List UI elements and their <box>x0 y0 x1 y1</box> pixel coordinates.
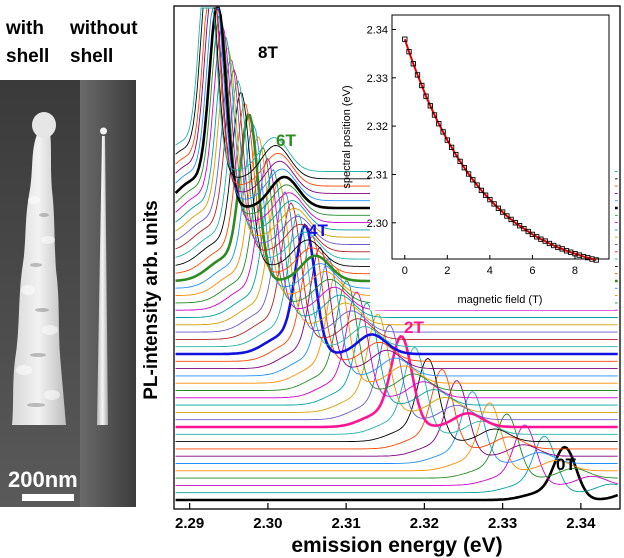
x-tick-label: 2.32 <box>409 515 439 532</box>
scale-bar <box>22 494 74 501</box>
inset-y-tick-label: 2.31 <box>366 169 388 182</box>
main-x-axis <box>175 503 596 532</box>
label-shell-1: shell <box>6 46 50 67</box>
field-label-6T: 6T <box>276 131 296 150</box>
x-tick-label: 2.34 <box>566 515 596 532</box>
label-without: without <box>70 18 138 39</box>
inset-y-tick-label: 2.33 <box>366 72 388 85</box>
field-label-0T: 0T <box>556 455 576 474</box>
x-tick-label: 2.33 <box>488 515 518 532</box>
inset-x-tick-label: 4 <box>486 265 493 277</box>
inset-x-tick-label: 2 <box>444 265 451 277</box>
x-tick-label: 2.31 <box>331 515 361 532</box>
label-shell-2: shell <box>70 46 114 67</box>
spectrum-trace <box>176 381 618 457</box>
inset-y-tick-label: 2.32 <box>366 121 388 134</box>
inset-x-tick-label: 0 <box>401 265 408 277</box>
x-tick-label: 2.30 <box>253 515 283 532</box>
field-label-8T: 8T <box>258 43 278 62</box>
spectrum-trace <box>176 403 618 471</box>
x-tick-label: 2.29 <box>175 515 205 532</box>
scale-bar-label: 200nm <box>8 467 78 492</box>
sem-image-without-shell <box>80 80 136 507</box>
inset-x-tick-label: 8 <box>571 265 579 277</box>
spectrum-trace <box>176 370 618 449</box>
inset-x-axis-title: magnetic field (T) <box>457 294 543 306</box>
inset-y-tick-label: 2.30 <box>366 217 388 230</box>
inset-x-tick-label: 6 <box>529 265 536 277</box>
inset-y-tick-label: 2.34 <box>366 24 388 37</box>
inset-y-axis-title: spectral position (eV) <box>341 85 353 189</box>
sem-panel <box>0 18 138 507</box>
spectrum-trace <box>176 358 618 441</box>
field-label-2T: 2T <box>404 318 424 337</box>
x-axis-title: emission energy (eV) <box>291 534 503 557</box>
field-label-4T: 4T <box>308 221 328 240</box>
label-with: with <box>6 18 44 39</box>
inset-chart <box>341 8 615 310</box>
y-axis-title: PL-intensity arb. units <box>141 200 162 400</box>
